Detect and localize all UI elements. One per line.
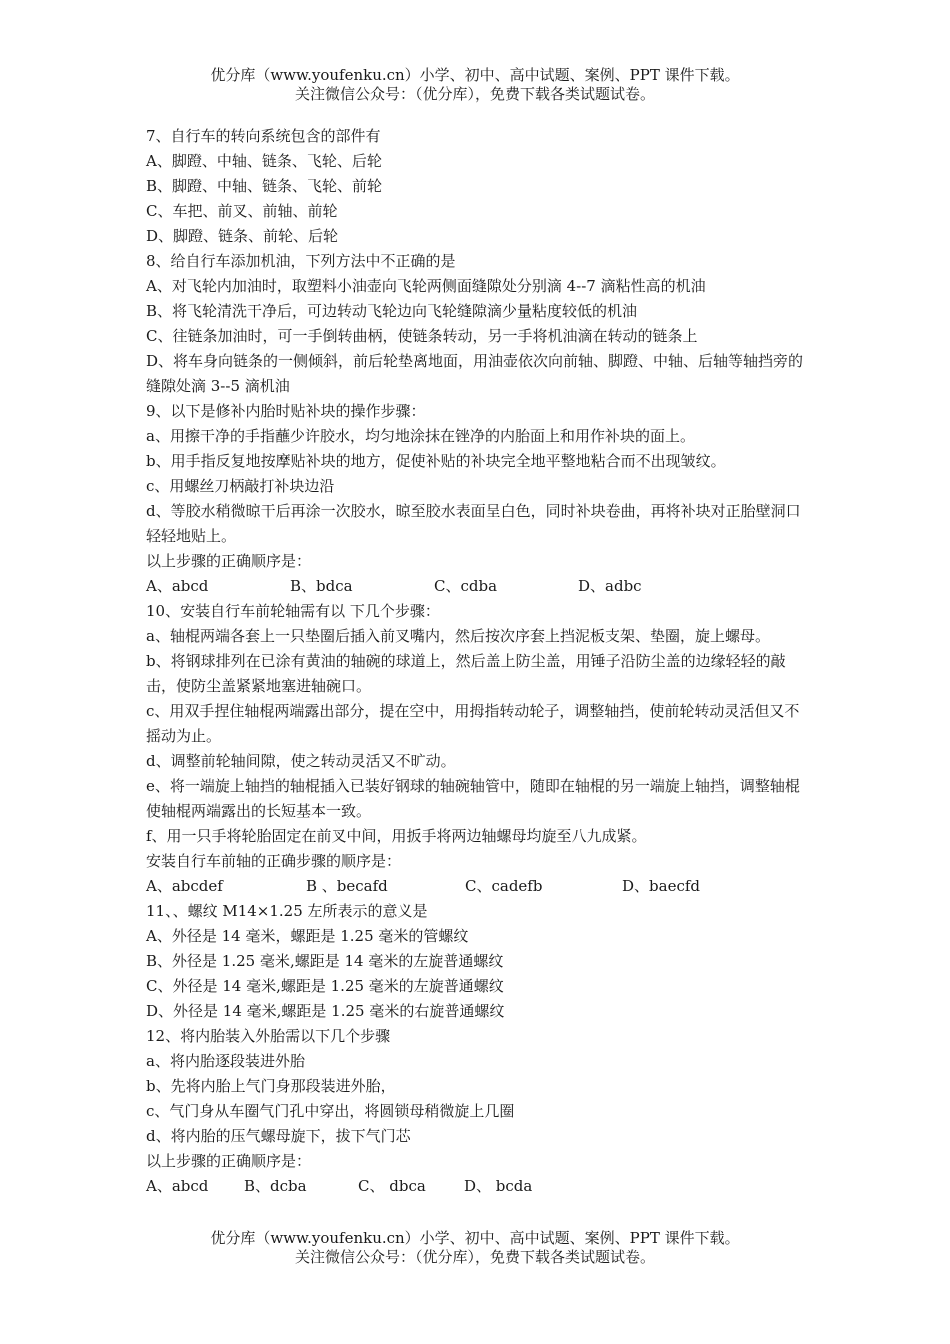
question-10-option-d: D、baecfd <box>622 877 701 895</box>
question-12-step-d: d、将内胎的压气螺母旋下，拔下气门芯 <box>146 1127 411 1145</box>
question-10-option-a: A、abcdef <box>146 877 223 895</box>
question-9-option-c: C、cdba <box>434 577 498 595</box>
footer-line-2: 关注微信公众号：（优分库），免费下载各类试题试卷。 <box>294 1248 655 1266</box>
question-11-option-c: C、外径是 14 毫米,螺距是 1.25 毫米的左旋普通螺纹 <box>146 977 504 995</box>
question-9-stem: 9、以下是修补内胎时贴补块的操作步骤： <box>146 402 426 420</box>
question-12-option-a: A、abcd <box>146 1177 209 1195</box>
header-line-1: 优分库（www.youfenku.cn）小学、初中、高中试题、案例、PPT 课件下载。 <box>210 66 740 84</box>
question-9-step-c: c、用螺丝刀柄敲打补块边沿 <box>146 477 335 495</box>
question-7-option-a: A、脚蹬、中轴、链条、飞轮、后轮 <box>146 152 382 170</box>
question-8-option-d: D、将车身向链条的一侧倾斜，前后轮垫离地面，用油壶依次向前轴、脚蹬、中轴、后轴等轴挡旁的缝隙处滴 3--5 滴机油 <box>146 352 804 395</box>
question-11-option-d: D、外径是 14 毫米,螺距是 1.25 毫米的右旋普通螺纹 <box>146 1002 505 1020</box>
question-10-step-c: c、用双手捏住轴棍两端露出部分，提在空中，用拇指转动轮子，调整轴挡，使前轮转动灵活但又不摇动为止。 <box>146 702 800 745</box>
question-9-step-a: a、用擦干净的手指蘸少许胶水，均匀地涂抹在锉净的内胎面上和用作补块的面上。 <box>146 427 695 445</box>
question-10-step-d: d、调整前轮轴间隙，使之转动灵活又不旷动。 <box>146 752 456 770</box>
question-9-prompt: 以上步骤的正确顺序是： <box>146 552 312 570</box>
question-12-step-a: a、将内胎逐段装进外胎 <box>146 1052 305 1070</box>
question-12-stem: 12、将内胎装入外胎需以下几个步骤 <box>146 1027 391 1045</box>
question-11-option-b: B、外径是 1.25 毫米,螺距是 14 毫米的左旋普通螺纹 <box>146 952 504 970</box>
question-11-option-a: A、外径是 14 毫米，螺距是 1.25 毫米的管螺纹 <box>146 927 469 945</box>
question-7-option-c: C、车把、前叉、前轴、前轮 <box>146 202 338 220</box>
question-12-step-b: b、先将内胎上气门身那段装进外胎， <box>146 1077 396 1095</box>
question-10-options <box>146 874 808 899</box>
question-7-stem: 7、自行车的转向系统包含的部件有 <box>146 127 381 145</box>
page-footer <box>0 1229 950 1267</box>
question-9-option-d: D、adbc <box>578 577 642 595</box>
question-10-step-a: a、轴棍两端各套上一只垫圈后插入前叉嘴内，然后按次序套上挡泥板支架、垫圈，旋上螺母。 <box>146 627 770 645</box>
question-body <box>146 124 808 1199</box>
question-8-option-b: B、将飞轮清洗干净后，可边转动飞轮边向飞轮缝隙滴少量粘度较低的机油 <box>146 302 638 320</box>
question-12-step-c: c、气门身从车圈气门孔中穿出，将圆锁母稍微旋上几圈 <box>146 1102 515 1120</box>
question-7-option-d: D、脚蹬、链条、前轮、后轮 <box>146 227 339 245</box>
header-line-2: 关注微信公众号：（优分库），免费下载各类试题试卷。 <box>294 85 655 103</box>
question-10-prompt: 安装自行车前轴的正确步骤的顺序是： <box>146 852 402 870</box>
question-10-step-e: e、将一端旋上轴挡的轴棍插入已装好钢球的轴碗轴管中，随即在轴棍的另一端旋上轴挡，调整轴棍使轴棍两端露出的长短基本一致。 <box>146 777 800 820</box>
question-12-options <box>146 1174 808 1199</box>
question-12-option-b: B、dcba <box>244 1177 307 1195</box>
question-8-option-a: A、对飞轮内加油时，取塑料小油壶向飞轮两侧面缝隙处分别滴 4--7 滴粘性高的机油 <box>146 277 706 295</box>
question-10-stem: 10、安装自行车前轮轴需有以 下几个步骤： <box>146 602 440 620</box>
question-11-stem: 11、、螺纹 M14×1.25 左所表示的意义是 <box>146 902 428 920</box>
question-9-step-b: b、用手指反复地按摩贴补块的地方，促使补贴的补块完全地平整地粘合而不出现皱纹。 <box>146 452 726 470</box>
footer-line-1: 优分库（www.youfenku.cn）小学、初中、高中试题、案例、PPT 课件下载。 <box>210 1229 740 1247</box>
question-12-prompt: 以上步骤的正确顺序是： <box>146 1152 312 1170</box>
question-9-options <box>146 574 808 599</box>
question-9-step-d: d、等胶水稍微晾干后再涂一次胶水，晾至胶水表面呈白色，同时补块卷曲，再将补块对正胎壁洞口轻轻地贴上。 <box>146 502 801 545</box>
question-8-stem: 8、给自行车添加机油，下列方法中不正确的是 <box>146 252 456 270</box>
question-10-option-c: C、cadefb <box>465 877 543 895</box>
question-8-option-c: C、往链条加油时，可一手倒转曲柄，使链条转动，另一手将机油滴在转动的链条上 <box>146 327 698 345</box>
question-9-option-a: A、abcd <box>146 577 209 595</box>
question-10-step-f: f、用一只手将轮胎固定在前叉中间，用扳手将两边轴螺母均旋至八九成紧。 <box>146 827 647 845</box>
question-9-option-b: B、bdca <box>290 577 353 595</box>
page-header <box>0 66 950 104</box>
question-10-option-b: B 、becafd <box>306 877 388 895</box>
question-12-option-c: C、 dbca <box>358 1177 426 1195</box>
question-10-step-b: b、将钢球排列在已涂有黄油的轴碗的球道上，然后盖上防尘盖，用锤子沿防尘盖的边缘轻轻的敲击，使防尘盖紧紧地塞进轴碗口。 <box>146 652 786 695</box>
question-12-option-d: D、 bcda <box>464 1177 533 1195</box>
question-7-option-b: B、脚蹬、中轴、链条、飞轮、前轮 <box>146 177 383 195</box>
